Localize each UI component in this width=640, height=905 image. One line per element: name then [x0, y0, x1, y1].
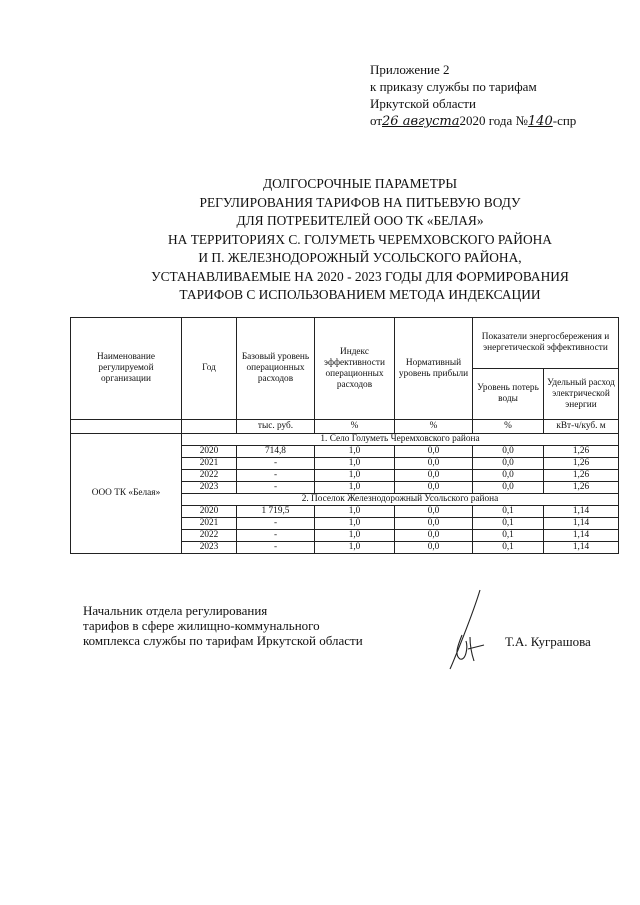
cell-loss: 0,1	[473, 518, 544, 530]
cell-base: 1 719,5	[237, 506, 315, 518]
title-line: ДОЛГОСРОЧНЫЕ ПАРАМЕТРЫ	[262, 176, 458, 191]
cell-profit: 0,0	[395, 470, 473, 482]
organization-name: ООО ТК «Белая»	[71, 434, 182, 554]
appendix-header	[370, 61, 576, 130]
cell-specific: 1,14	[544, 530, 619, 542]
cell-base: -	[237, 530, 315, 542]
cell-specific: 1,26	[544, 446, 619, 458]
cell-index: 1,0	[315, 470, 395, 482]
cell-index: 1,0	[315, 506, 395, 518]
cell-profit: 0,0	[395, 542, 473, 554]
cell-specific: 1,26	[544, 470, 619, 482]
cell-index: 1,0	[315, 458, 395, 470]
cell-specific: 1,26	[544, 458, 619, 470]
units-empty	[71, 420, 182, 434]
cell-year: 2021	[182, 518, 237, 530]
cell-loss: 0,1	[473, 542, 544, 554]
cell-index: 1,0	[315, 518, 395, 530]
units-empty	[182, 420, 237, 434]
units-cell: %	[473, 420, 544, 434]
cell-year: 2023	[182, 542, 237, 554]
handwritten-date: 26 августа	[382, 114, 460, 129]
title-line: РЕГУЛИРОВАНИЯ ТАРИФОВ НА ПИТЬЕВУЮ ВОДУ	[199, 194, 521, 210]
cell-base: 714,8	[237, 446, 315, 458]
cell-index: 1,0	[315, 446, 395, 458]
cell-base: -	[237, 458, 315, 470]
header-specific: Удельный расход электрической энергии	[544, 369, 619, 420]
title-line: НА ТЕРРИТОРИЯХ С. ГОЛУМЕТЬ ЧЕРЕМХОВСКОГО РАЙОНА	[168, 231, 552, 247]
cell-specific: 1,26	[544, 482, 619, 494]
cell-index: 1,0	[315, 482, 395, 494]
cell-base: -	[237, 542, 315, 554]
cell-year: 2022	[182, 530, 237, 542]
appendix-date-line	[370, 112, 576, 130]
header-year: Год	[182, 318, 237, 420]
cell-base: -	[237, 470, 315, 482]
cell-year: 2021	[182, 458, 237, 470]
cell-profit: 0,0	[395, 530, 473, 542]
title-line: ДЛЯ ПОТРЕБИТЕЛЕЙ ООО ТК «БЕЛАЯ»	[236, 213, 484, 228]
cell-profit: 0,0	[395, 446, 473, 458]
cell-profit: 0,0	[395, 458, 473, 470]
cell-year: 2020	[182, 506, 237, 518]
header-loss: Уровень потерь воды	[473, 369, 544, 420]
cell-loss: 0,0	[473, 470, 544, 482]
header-index: Индекс эффективности операционных расходов	[315, 318, 395, 420]
header-base: Базовый уровень операционных расходов	[237, 318, 315, 420]
cell-profit: 0,0	[395, 506, 473, 518]
signatory-position	[83, 603, 363, 648]
position-line: комплекса службы по тарифам Иркутской области	[83, 633, 363, 648]
cell-loss: 0,1	[473, 506, 544, 518]
cell-loss: 0,1	[473, 530, 544, 542]
document-title	[60, 175, 640, 305]
cell-index: 1,0	[315, 542, 395, 554]
units-cell: тыс. руб.	[237, 420, 315, 434]
cell-loss: 0,0	[473, 446, 544, 458]
position-line: тарифов в сфере жилищно-коммунального	[83, 618, 320, 633]
cell-profit: 0,0	[395, 518, 473, 530]
title-line: И П. ЖЕЛЕЗНОДОРОЖНЫЙ УСОЛЬСКОГО РАЙОНА,	[198, 250, 522, 265]
order-suffix: -спр	[552, 113, 577, 128]
date-year: 2020 года №	[459, 113, 528, 128]
parameters-table	[70, 317, 619, 554]
cell-year: 2022	[182, 470, 237, 482]
title-line: УСТАНАВЛИВАЕМЫЕ НА 2020 - 2023 ГОДЫ ДЛЯ ФОРМИРОВАНИЯ	[151, 268, 569, 284]
cell-base: -	[237, 518, 315, 530]
cell-year: 2020	[182, 446, 237, 458]
cell-loss: 0,0	[473, 482, 544, 494]
cell-specific: 1,14	[544, 542, 619, 554]
appendix-line: Иркутской области	[370, 96, 476, 111]
units-cell: %	[315, 420, 395, 434]
section-title: 1. Село Голуметь Черемховского района	[182, 434, 619, 446]
appendix-line: к приказу службы по тарифам	[370, 79, 537, 94]
cell-profit: 0,0	[395, 482, 473, 494]
units-cell: %	[395, 420, 473, 434]
signer-name: Т.А. Куграшова	[505, 634, 591, 649]
header-energy-group: Показатели энергосбережения и энергетической эффективности	[473, 318, 619, 369]
section-title: 2. Поселок Железнодорожный Усольского района	[182, 494, 619, 506]
appendix-line: Приложение 2	[370, 62, 450, 77]
date-prefix: от	[370, 113, 383, 128]
units-cell: кВт-ч/куб. м	[544, 420, 619, 434]
cell-year: 2023	[182, 482, 237, 494]
title-line: ТАРИФОВ С ИСПОЛЬЗОВАНИЕМ МЕТОДА ИНДЕКСАЦИИ	[179, 287, 541, 302]
handwritten-order-number: 140	[527, 114, 553, 129]
cell-loss: 0,0	[473, 458, 544, 470]
position-line: Начальник отдела регулирования	[83, 603, 268, 618]
cell-specific: 1,14	[544, 518, 619, 530]
header-org: Наименование регулируемой организации	[71, 318, 182, 420]
signature-image	[440, 585, 500, 675]
cell-specific: 1,14	[544, 506, 619, 518]
header-profit: Нормативный уровень прибыли	[395, 318, 473, 420]
cell-base: -	[237, 482, 315, 494]
cell-index: 1,0	[315, 530, 395, 542]
